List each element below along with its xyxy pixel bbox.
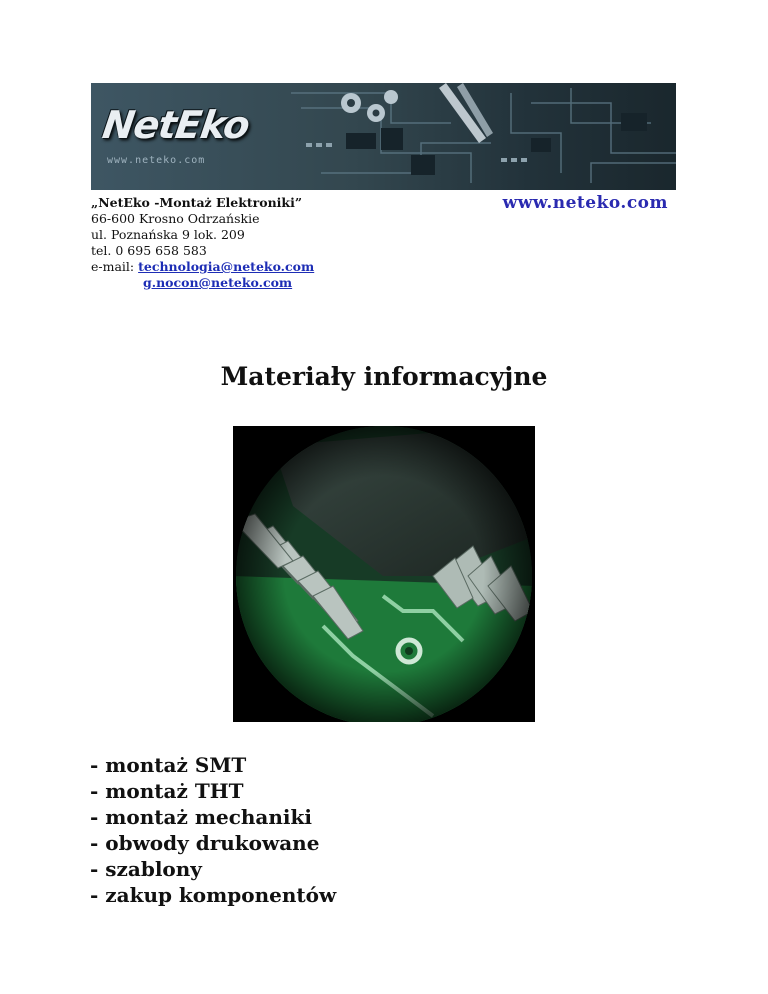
pcb-closeup-image xyxy=(233,426,535,722)
header-banner xyxy=(91,83,676,190)
address-line-2: ul. Poznańska 9 lok. 209 xyxy=(91,227,245,242)
email-line xyxy=(91,259,314,275)
service-item-pcb: - obwody drukowane xyxy=(90,831,320,855)
service-item-tht: - montaż THT xyxy=(90,779,244,803)
email-label: e-mail: xyxy=(91,259,139,274)
service-item-mechanics: - montaż mechaniki xyxy=(90,805,312,829)
service-item-smt: - montaż SMT xyxy=(90,753,247,777)
email-link-technologia[interactable]: technologia@neteko.com xyxy=(138,259,315,274)
phone-number: tel. 0 695 658 583 xyxy=(91,243,207,258)
email-line-2 xyxy=(91,275,314,291)
company-contact-block xyxy=(91,195,314,291)
address-line-1: 66-600 Krosno Odrzańskie xyxy=(91,211,260,226)
neteko-logo: NetEko xyxy=(99,103,252,147)
pcb-microscope-photo xyxy=(233,426,535,722)
company-name: „NetEko -Montaż Elektroniki” xyxy=(91,195,303,210)
banner-url-text: www.neteko.com xyxy=(107,155,206,166)
email-link-gnocon[interactable]: g.nocon@neteko.com xyxy=(143,275,293,290)
page-title: Materiały informacyjne xyxy=(220,362,548,391)
service-item-stencils: - szablony xyxy=(90,857,202,881)
website-url[interactable]: www.neteko.com xyxy=(502,193,668,213)
services-list xyxy=(90,752,336,908)
service-item-components: - zakup komponentów xyxy=(90,883,337,907)
